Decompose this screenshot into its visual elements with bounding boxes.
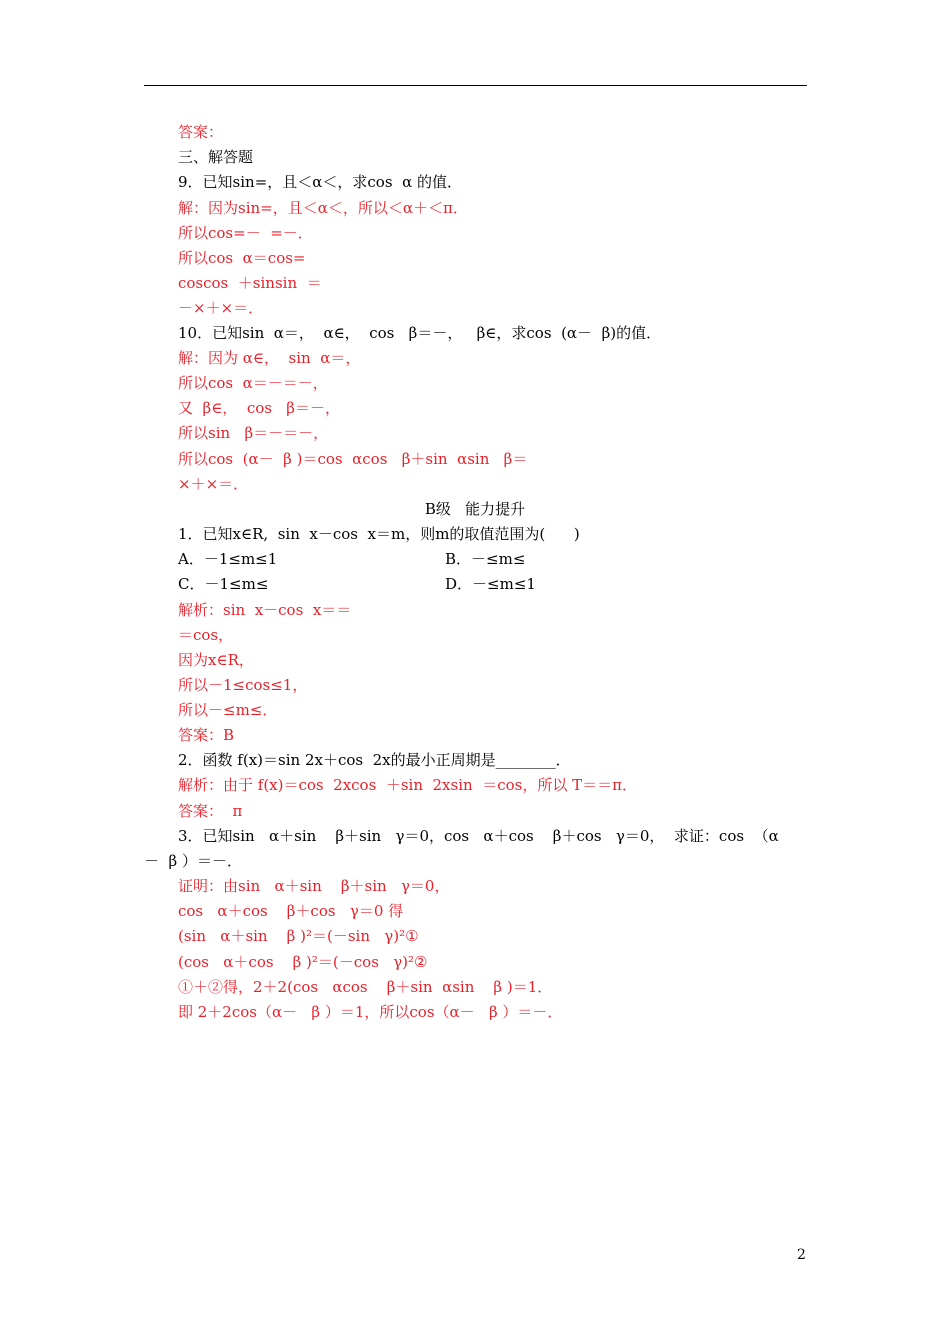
question-b3-line-1: 3．已知sin α＋sin β＋sin γ＝0，cos α＋cos β＋cos γ＝0， 求证：cos （α xyxy=(178,827,779,845)
solution-9-line-5: －×＋×＝． xyxy=(178,299,264,317)
analysis-b1-line-5: 所以－≤m≤． xyxy=(178,701,278,719)
proof-b3-line-3: (sin α＋sin β )²＝(－sin γ)²① xyxy=(178,927,419,945)
option-b: B．－≤m≤ xyxy=(445,550,526,568)
solution-10-line-2: 所以cos α＝－＝－， xyxy=(178,374,328,392)
question-b3-line-2: － β ）＝－． xyxy=(144,852,242,870)
solution-10-line-4: 所以sin β＝－＝－， xyxy=(178,424,329,442)
analysis-b1-line-4: 所以－1≤cos≤1， xyxy=(178,676,308,694)
question-b2: 2．函数 f(x)＝sin 2x＋cos 2x的最小正周期是________． xyxy=(178,751,571,769)
solution-10-line-6: ×＋×＝． xyxy=(178,475,249,493)
analysis-b1-line-3: 因为x∈R， xyxy=(178,651,254,669)
solution-9-line-1: 解：因为sin=，且＜α＜，所以＜α＋＜π． xyxy=(178,199,468,217)
question-9: 9．已知sin=，且＜α＜，求cos α 的值． xyxy=(178,173,462,191)
proof-b3-line-4: (cos α＋cos β )²＝(－cos γ)²② xyxy=(178,953,428,971)
option-a: A．－1≤m≤1 xyxy=(178,550,278,568)
answer-b2: 答案： π xyxy=(178,802,243,820)
solution-10-line-3: 又 β∈， cos β＝－， xyxy=(178,399,340,417)
section-heading-b: B级 能力提升 xyxy=(424,500,526,518)
solution-9-line-2: 所以cos=－ =－． xyxy=(178,224,313,242)
header-rule xyxy=(144,85,807,86)
proof-b3-line-5: ①＋②得，2＋2(cos αcos β＋sin αsin β )＝1． xyxy=(178,978,553,996)
proof-b3-line-6: 即 2＋2cos（α－ β ）＝1，所以cos（α－ β ）＝－． xyxy=(178,1003,563,1021)
option-c: C．－1≤m≤ xyxy=(178,575,269,593)
analysis-b1-line-1: 解析：sin x－cos x＝＝ xyxy=(178,601,352,619)
proof-b3-line-2: cos α＋cos β＋cos γ＝0 得 xyxy=(178,902,404,920)
section-heading-3: 三、解答题 xyxy=(178,148,254,166)
question-10: 10．已知sin α＝， α∈， cos β＝－， β∈，求cos (α－ β)的值． xyxy=(178,324,662,342)
answer-b1: 答案：B xyxy=(178,726,235,744)
analysis-b2: 解析：由于 f(x)＝cos 2xcos ＋sin 2xsin ＝cos，所以 T＝＝π． xyxy=(178,776,637,794)
answer-label-8: 答案： xyxy=(178,123,224,141)
solution-10-line-1: 解：因为 α∈， sin α＝， xyxy=(178,349,361,367)
solution-9-line-4: coscos ＋sinsin ＝ xyxy=(178,274,322,292)
solution-10-line-5: 所以cos (α－ β )＝cos αcos β＋sin αsin β＝ xyxy=(178,450,528,468)
analysis-b1-line-2: ＝cos， xyxy=(178,626,234,644)
solution-9-line-3: 所以cos α＝cos= xyxy=(178,249,306,267)
question-b1: 1．已知x∈R, sin x－cos x＝m，则m的取值范围为( ) xyxy=(178,525,580,543)
page-number: 2 xyxy=(797,1247,806,1263)
option-d: D．－≤m≤1 xyxy=(445,575,536,593)
proof-b3-line-1: 证明：由sin α＋sin β＋sin γ＝0， xyxy=(178,877,450,895)
